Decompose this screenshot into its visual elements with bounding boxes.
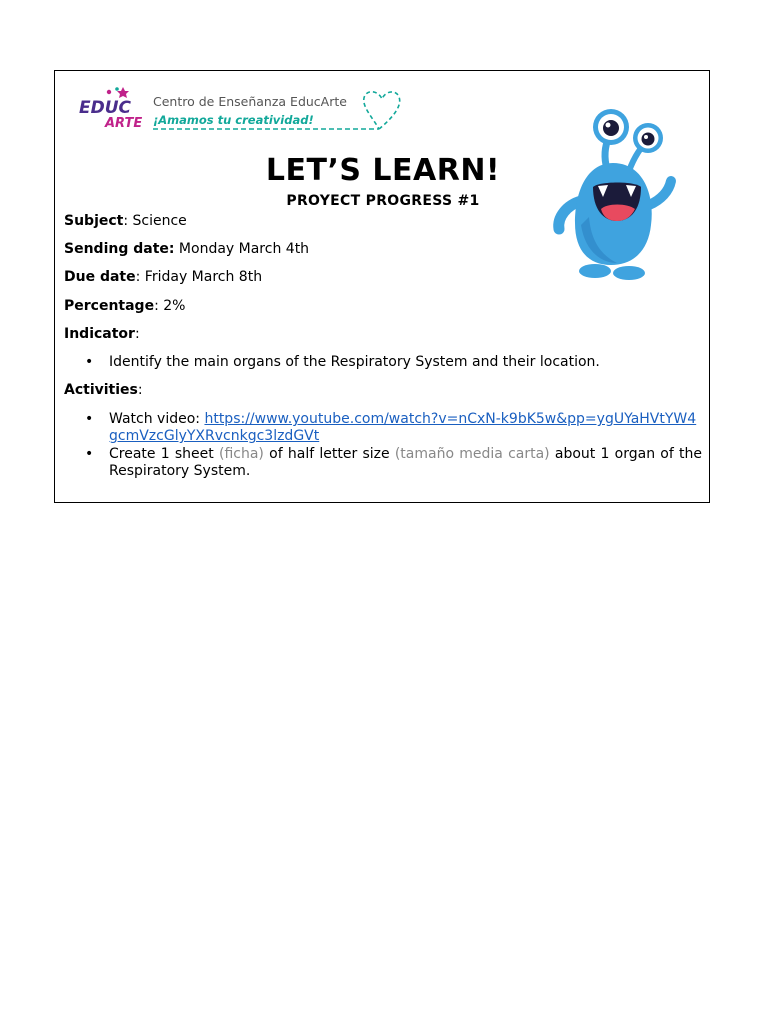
bullet-icon: • [85, 411, 94, 427]
activities-heading [64, 382, 143, 398]
indicator-item [85, 354, 702, 371]
create-text-2: of half letter size [263, 446, 395, 462]
indicator-label: Indicator [64, 326, 135, 342]
subject-field [64, 213, 187, 229]
activities-label: Activities [64, 382, 138, 398]
due-date-field [64, 269, 262, 285]
activity-watch-video-text [109, 411, 702, 445]
activity-create-sheet-text [109, 446, 702, 480]
video-link[interactable]: https://www.youtube.com/watch?v=nCxN-k9bK5w&pp=ygUYaHVtYW4gcmVzcGlyYXRvcnkgc3lzdGVt [109, 411, 697, 444]
school-logo [79, 85, 409, 133]
logo-wordmark-bottom: ARTE [105, 116, 143, 131]
percentage-field [64, 298, 185, 314]
due-date-label: Due date [64, 269, 136, 285]
percentage-value: : 2% [154, 298, 186, 314]
due-date-value: : Friday March 8th [135, 269, 263, 285]
blue-monster-icon [551, 105, 681, 285]
page-subtitle: PROYECT PROGRESS #1 [286, 193, 480, 209]
activity-watch-video [85, 411, 702, 445]
sending-date-field [64, 241, 309, 257]
create-text-1: Create 1 sheet [109, 446, 219, 462]
bullet-icon: • [85, 354, 94, 370]
create-paren-tamano: (tamaño media carta) [394, 446, 550, 462]
watch-video-prefix: Watch video: [109, 411, 205, 427]
subject-value: : Science [123, 213, 187, 229]
sending-date-value: Monday March 4th [174, 241, 310, 257]
create-text-3: about 1 organ of the Respiratory System. [109, 446, 702, 479]
org-name: Centro de Enseñanza EducArte [153, 94, 347, 109]
page-title: LET’S LEARN! [265, 153, 501, 188]
activities-colon: : [137, 382, 143, 398]
percentage-label: Percentage [64, 298, 155, 314]
logo-wordmark-top: EDUC [79, 98, 132, 118]
subject-label: Subject [64, 213, 124, 229]
bullet-icon: • [85, 446, 94, 462]
create-paren-ficha: (ficha) [219, 446, 264, 462]
indicator-colon: : [134, 326, 140, 342]
assignment-card [54, 70, 710, 503]
org-tagline: ¡Amamos tu creatividad! [153, 113, 314, 127]
activity-create-sheet [85, 446, 702, 480]
indicator-item-text: Identify the main organs of the Respiratory System and their location. [109, 354, 600, 370]
indicator-heading [64, 326, 140, 342]
sending-date-label: Sending date: [64, 241, 175, 257]
